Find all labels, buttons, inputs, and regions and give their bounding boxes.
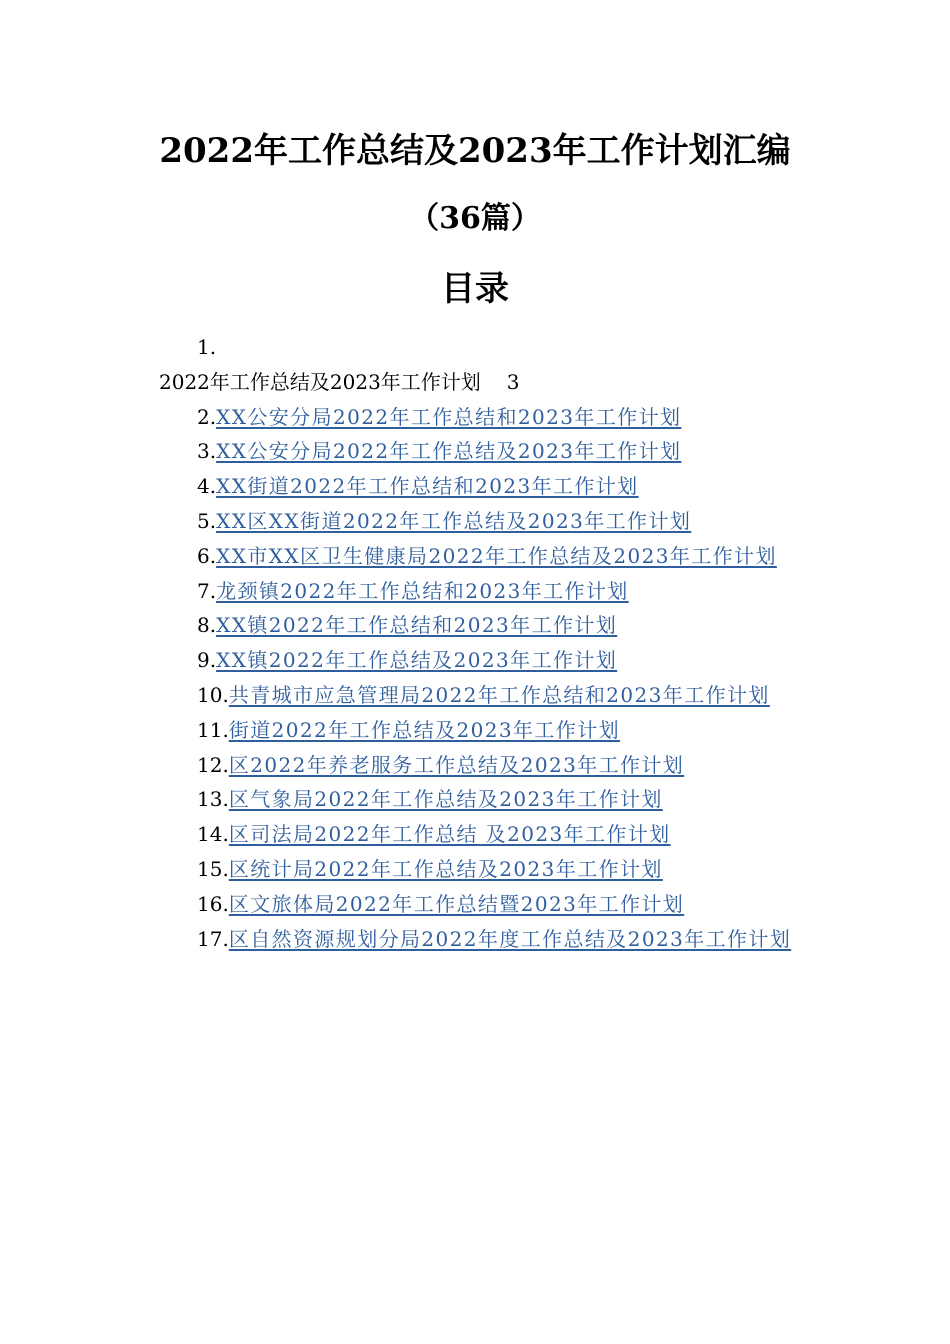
toc-item-number: 7. xyxy=(197,578,217,603)
toc-item-link[interactable]: 区文旅体局2022年工作总结暨2023年工作计划 xyxy=(228,891,685,916)
toc-item-link[interactable]: 区2022年养老服务工作总结及2023年工作计划 xyxy=(228,752,685,777)
toc-link-list xyxy=(145,400,810,957)
toc-item-4 xyxy=(145,469,810,504)
toc-item-number: 8. xyxy=(197,613,217,638)
toc-item-5 xyxy=(145,504,810,539)
toc-item-link[interactable]: 龙颈镇2022年工作总结和2023年工作计划 xyxy=(216,578,629,603)
document-title: 2022年工作总结及2023年工作计划汇编 xyxy=(159,131,791,171)
toc-item-link[interactable]: 街道2022年工作总结及2023年工作计划 xyxy=(228,717,621,742)
toc-item-link[interactable]: 区气象局2022年工作总结及2023年工作计划 xyxy=(228,787,663,812)
toc-item-number: 4. xyxy=(197,474,217,499)
toc-item-12 xyxy=(145,748,810,783)
toc-item-text-line xyxy=(145,365,810,400)
toc-item-number: 11. xyxy=(197,717,229,742)
toc-item-link[interactable]: XX公安分局2022年工作总结和2023年工作计划 xyxy=(216,404,682,429)
toc-item-13 xyxy=(145,782,810,817)
toc-item-17 xyxy=(145,922,810,957)
toc-item-link[interactable]: 区统计局2022年工作总结及2023年工作计划 xyxy=(228,856,663,881)
toc-item-14 xyxy=(145,817,810,852)
toc-item-link[interactable]: XX公安分局2022年工作总结及2023年工作计划 xyxy=(216,439,682,464)
toc-item-number: 6. xyxy=(197,543,217,568)
toc-item-link[interactable]: XX镇2022年工作总结和2023年工作计划 xyxy=(216,613,618,638)
toc-item-link[interactable]: XX街道2022年工作总结和2023年工作计划 xyxy=(216,474,639,499)
toc-item-link[interactable]: 区司法局2022年工作总结 及2023年工作计划 xyxy=(228,822,671,847)
toc-item-link[interactable]: XX区XX街道2022年工作总结及2023年工作计划 xyxy=(216,508,692,533)
toc-item-number: 9. xyxy=(197,648,217,673)
toc-item-number: 2. xyxy=(197,404,217,429)
toc-item-number: 16. xyxy=(197,891,229,916)
toc-item-9 xyxy=(145,643,810,678)
toc-item-15 xyxy=(145,852,810,887)
table-of-contents xyxy=(145,330,810,956)
toc-heading: 目录 xyxy=(441,269,509,309)
toc-item-number: 13. xyxy=(197,787,229,812)
toc-item-number: 10. xyxy=(197,682,229,707)
toc-item-link[interactable]: XX镇2022年工作总结及2023年工作计划 xyxy=(216,648,618,673)
toc-item-1 xyxy=(145,330,810,400)
toc-item-link[interactable]: XX市XX区卫生健康局2022年工作总结及2023年工作计划 xyxy=(216,543,777,568)
toc-item-10 xyxy=(145,678,810,713)
toc-item-number: 12. xyxy=(197,752,229,777)
toc-item-number: 3. xyxy=(197,439,217,464)
toc-item-16 xyxy=(145,887,810,922)
toc-item-7 xyxy=(145,574,810,609)
document-subtitle: （36篇） xyxy=(409,201,541,236)
toc-item-link[interactable]: 共青城市应急管理局2022年工作总结和2023年工作计划 xyxy=(228,682,770,707)
toc-item-title: 2022年工作总结及2023年工作计划 xyxy=(159,369,481,394)
toc-item-number: 17. xyxy=(197,926,229,951)
toc-item-number: 14. xyxy=(197,822,229,847)
toc-item-number: 15. xyxy=(197,856,229,881)
toc-item-number: 5. xyxy=(197,508,217,533)
toc-item-8 xyxy=(145,608,810,643)
toc-page-number: 3 xyxy=(506,369,520,394)
toc-item-3 xyxy=(145,434,810,469)
toc-item-number: 1. xyxy=(197,335,217,359)
toc-item-2 xyxy=(145,400,810,435)
toc-item-11 xyxy=(145,713,810,748)
toc-item-6 xyxy=(145,539,810,574)
toc-item-link[interactable]: 区自然资源规划分局2022年度工作总结及2023年工作计划 xyxy=(228,926,792,951)
